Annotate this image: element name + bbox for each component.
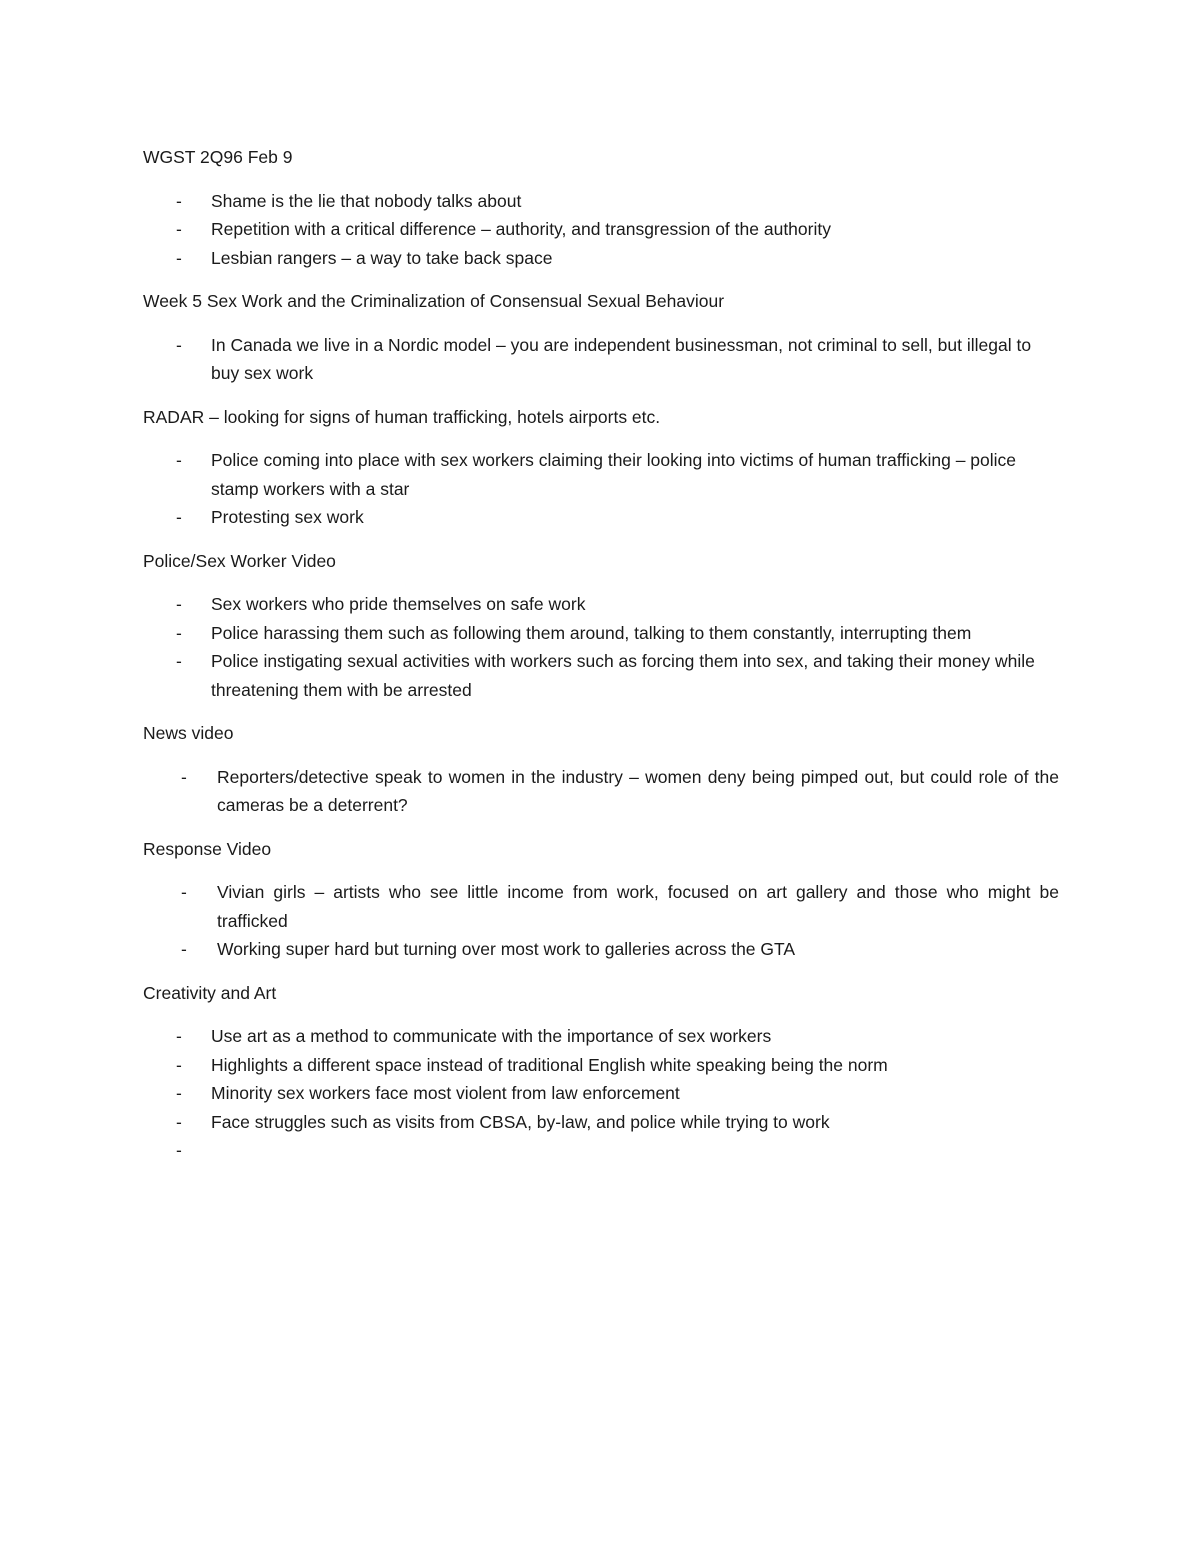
creativity-list	[143, 1022, 1059, 1165]
intro-list	[143, 187, 1059, 273]
bullet-dash: -	[181, 939, 187, 959]
section-heading-police-video: Police/Sex Worker Video	[143, 550, 336, 571]
bullet-dash: -	[176, 1083, 182, 1103]
bullet-dash: -	[176, 247, 182, 268]
list-item: - Vivian girls – artists who see little income from work, focused on art gallery and those who might be trafficked	[143, 878, 1059, 935]
news-video-list	[143, 763, 1059, 820]
section-heading-news-video: News video	[143, 723, 234, 743]
section-heading-radar: RADAR – looking for signs of human trafficking, hotels airports etc.	[143, 406, 661, 427]
police-video-list	[143, 590, 1059, 704]
list-item: - Police coming into place with sex workers claiming their looking into victims of human trafficking – police stamp workers with a star	[143, 446, 1059, 503]
bullet-dash: -	[176, 1026, 182, 1046]
bullet-dash: -	[176, 594, 182, 614]
section-heading-response-video: Response Video	[143, 838, 272, 859]
section-heading-week5: Week 5 Sex Work and the Criminalization of Consensual Sexual Behaviour	[143, 291, 725, 311]
bullet-dash: -	[176, 1054, 182, 1075]
bullet-dash: -	[176, 1140, 182, 1160]
bullet-dash: -	[176, 622, 182, 643]
list-item: - Working super hard but turning over most work to galleries across the GTA	[143, 935, 1059, 964]
list-item: - Protesting sex work	[143, 503, 1059, 532]
list-item-empty	[143, 1136, 1059, 1165]
bullet-dash: -	[181, 882, 187, 902]
list-item: - Minority sex workers face most violent from law enforcement	[143, 1079, 1059, 1108]
bullet-dash: -	[176, 507, 182, 527]
list-item: - Police harassing them such as following them around, talking to them constantly, interrupting them	[143, 619, 1059, 648]
list-item: - Repetition with a critical difference – authority, and transgression of the authority	[143, 215, 1059, 244]
list-item: - Shame is the lie that nobody talks about	[143, 187, 1059, 216]
bullet-dash: -	[176, 1111, 182, 1132]
bullet-dash: -	[176, 334, 182, 355]
bullet-dash: -	[176, 219, 182, 239]
document-body	[143, 143, 1059, 1180]
response-video-list	[143, 878, 1059, 964]
bullet-dash: -	[176, 190, 182, 211]
bullet-dash: -	[176, 450, 182, 470]
section-heading-creativity: Creativity and Art	[143, 982, 277, 1003]
list-item: - Sex workers who pride themselves on safe work	[143, 590, 1059, 619]
bullet-dash: -	[176, 651, 182, 671]
list-item: - Face struggles such as visits from CBSA, by-law, and police while trying to work	[143, 1108, 1059, 1137]
radar-list	[143, 446, 1059, 532]
list-item: - Use art as a method to communicate with the importance of sex workers	[143, 1022, 1059, 1051]
week5-list	[143, 331, 1059, 388]
list-item: - Police instigating sexual activities with workers such as forcing them into sex, and taking their money while threatening them with be arrested	[143, 647, 1059, 704]
list-item: - Reporters/detective speak to women in the industry – women deny being pimped out, but could role of the cameras be a deterrent?	[143, 763, 1059, 820]
list-item: - Highlights a different space instead of traditional English white speaking being the norm	[143, 1051, 1059, 1080]
bullet-dash: -	[181, 766, 187, 787]
list-item: - In Canada we live in a Nordic model – you are independent businessman, not criminal to sell, but illegal to buy sex work	[143, 331, 1059, 388]
document-title: WGST 2Q96 Feb 9	[143, 147, 293, 167]
list-item: - Lesbian rangers – a way to take back space	[143, 244, 1059, 273]
